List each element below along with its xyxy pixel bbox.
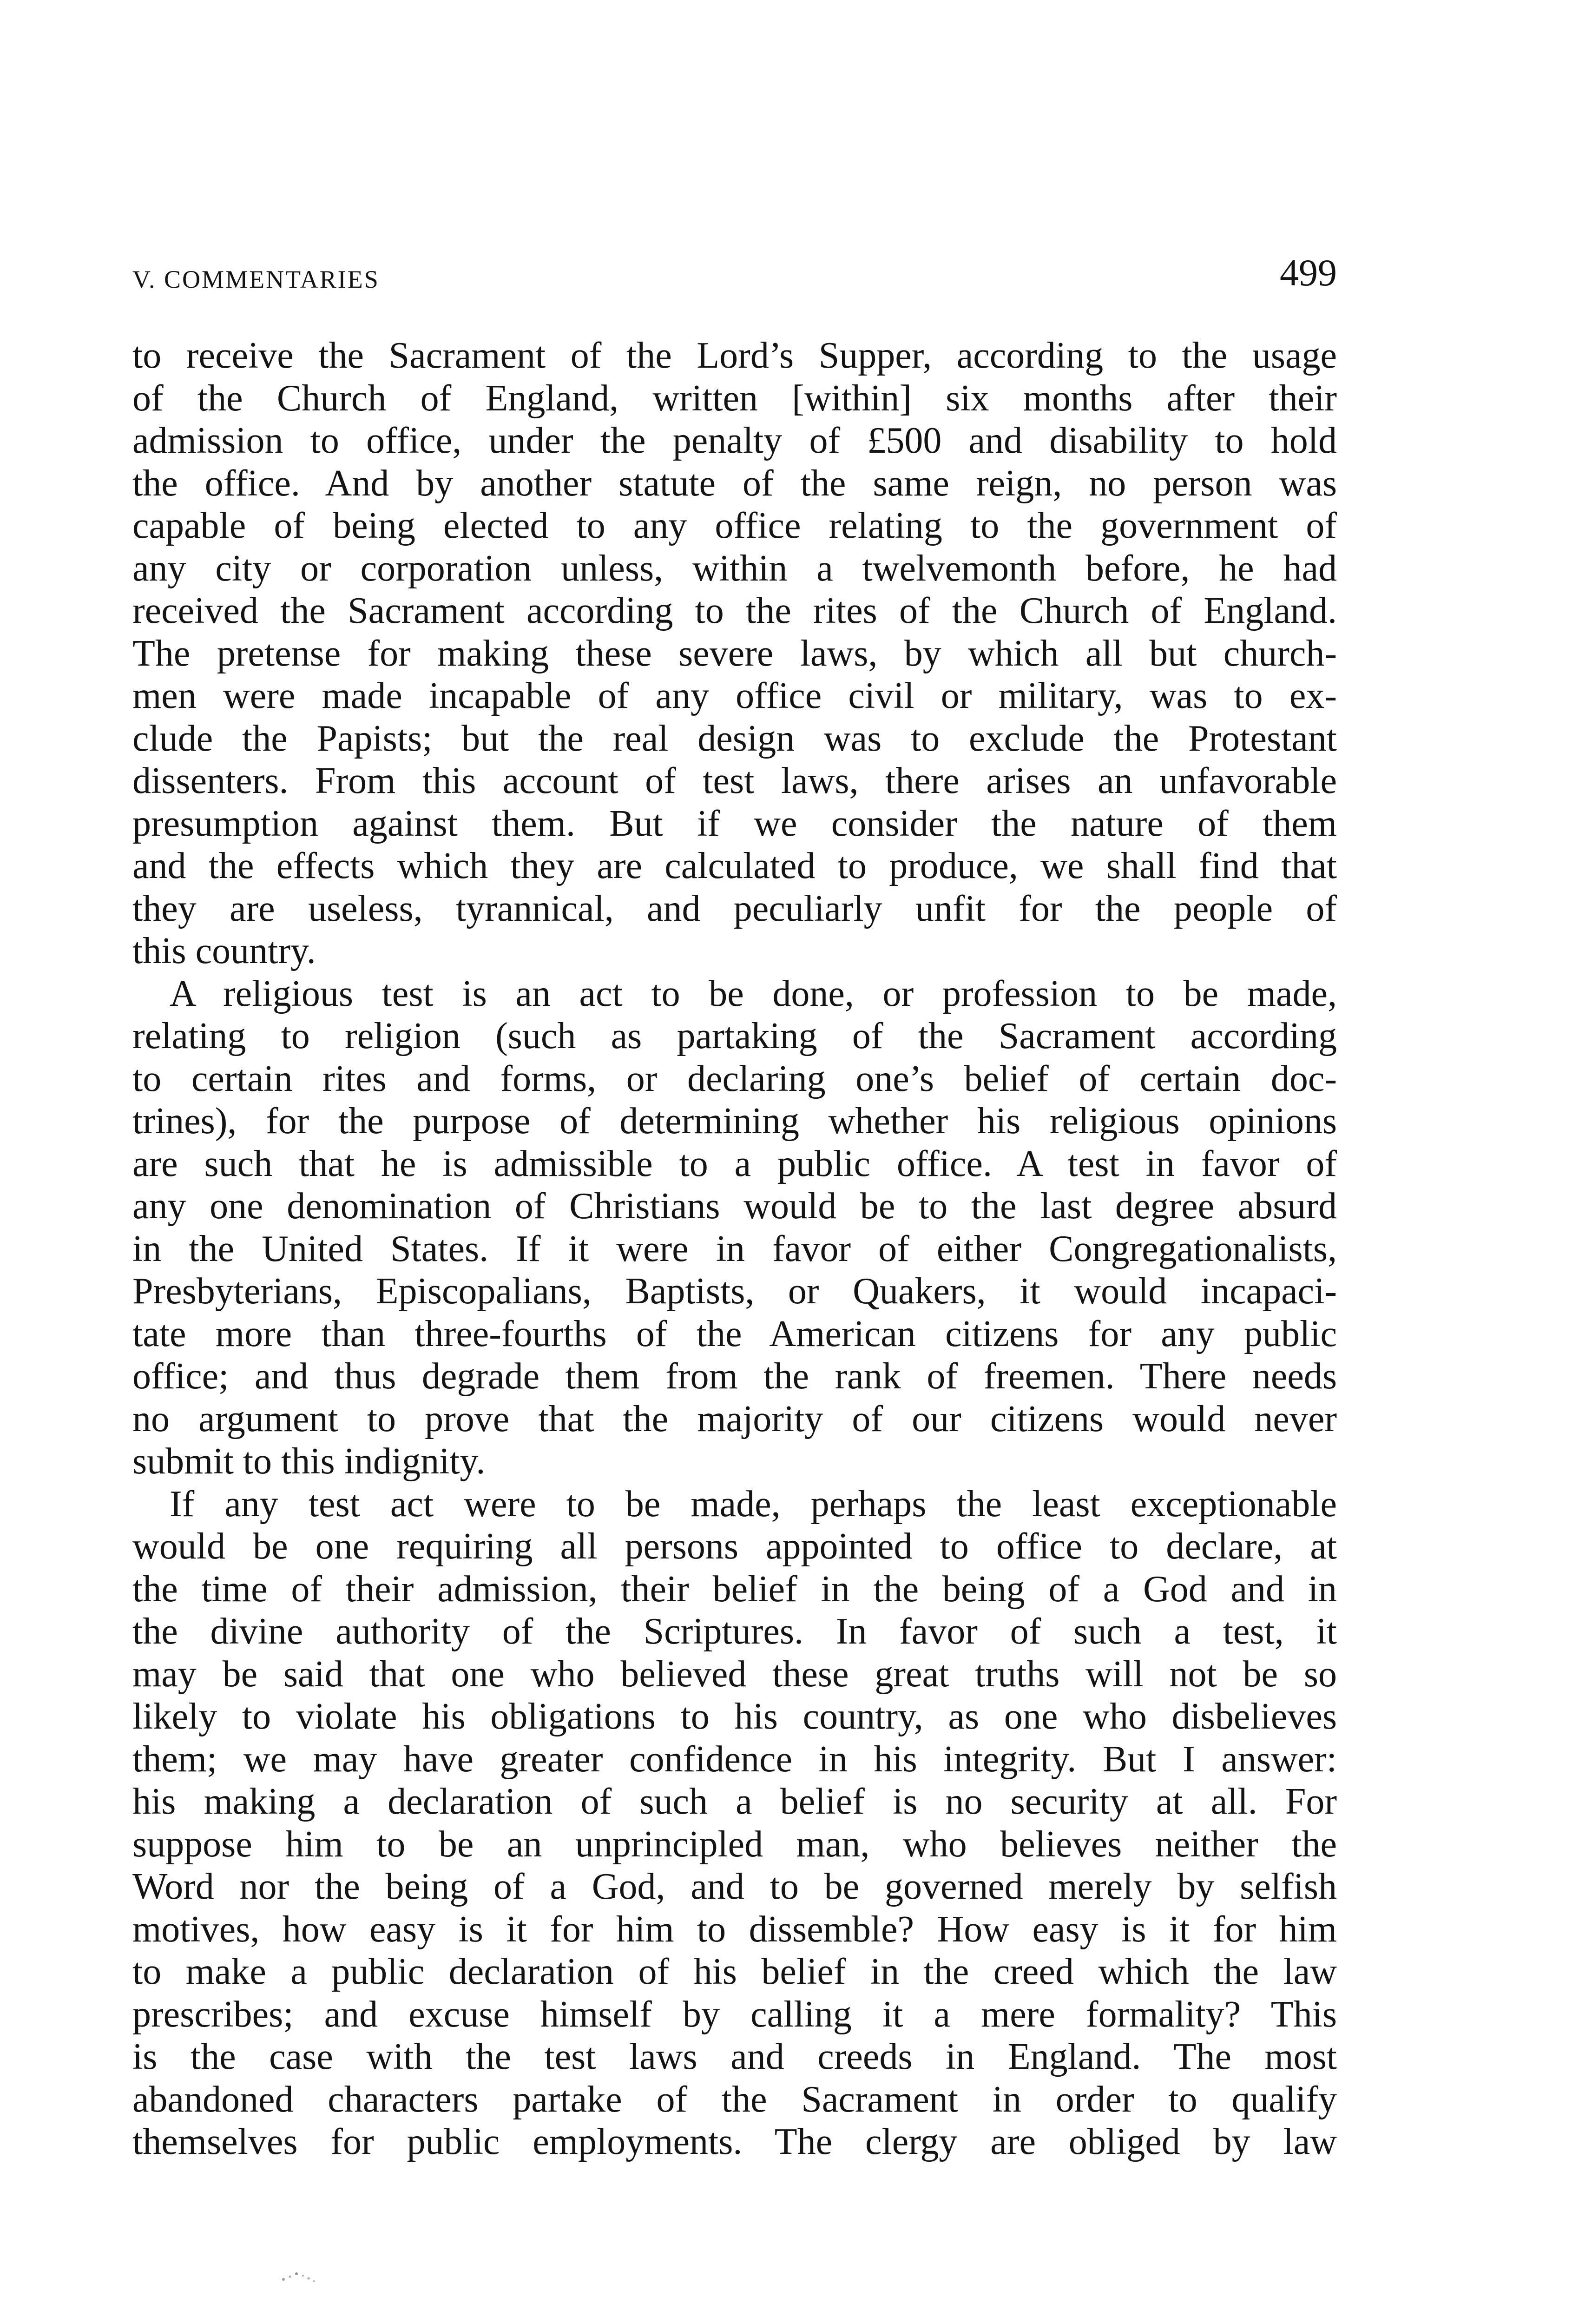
text-line: prescribes; and excuse himself by calling it a mere formality? This xyxy=(132,1994,1337,2035)
text-line: Presbyterians, Episcopalians, Baptists, or Quakers, it would incapaci- xyxy=(132,1271,1337,1312)
text-line: submit to this indignity. xyxy=(132,1441,486,1482)
text-line: they are useless, tyrannical, and peculiarly unfit for the people of xyxy=(132,888,1337,929)
text-line: suppose him to be an unprincipled man, who believes neither the xyxy=(132,1823,1337,1865)
text-line: in the United States. If it were in favor of either Congregationalists, xyxy=(132,1228,1337,1269)
text-line: and the effects which they are calculated to produce, we shall find that xyxy=(132,845,1337,886)
text-line: The pretense for making these severe laws, by which all but church- xyxy=(132,633,1337,674)
text-line: A religious test is an act to be done, or profession to be made, xyxy=(170,973,1337,1014)
text-line: any one denomination of Christians would be to the last degree absurd xyxy=(132,1186,1337,1227)
ink-smudge xyxy=(274,2268,325,2287)
text-line: men were made incapable of any office civil or military, was to ex- xyxy=(132,675,1337,716)
text-line: his making a declaration of such a belief is no security at all. For xyxy=(132,1781,1337,1822)
text-line: capable of being elected to any office relating to the government of xyxy=(132,505,1337,546)
text-line: to receive the Sacrament of the Lord’s Supper, according to the usage xyxy=(132,335,1337,376)
text-line: are such that he is admissible to a public office. A test in favor of xyxy=(132,1143,1337,1184)
text-line: themselves for public employments. The clergy are obliged by law xyxy=(132,2121,1337,2162)
paragraph-1 xyxy=(132,335,1337,973)
paragraph-2 xyxy=(132,973,1337,1483)
text-line: abandoned characters partake of the Sacrament in order to qualify xyxy=(132,2079,1337,2120)
text-line: tate more than three-fourths of the American citizens for any public xyxy=(132,1313,1337,1354)
text-line: the divine authority of the Scriptures. In favor of such a test, it xyxy=(132,1611,1337,1652)
text-line: admission to office, under the penalty of £500 and disability to hold xyxy=(132,420,1337,461)
text-line: them; we may have greater confidence in his integrity. But I answer: xyxy=(132,1738,1337,1780)
text-line: is the case with the test laws and creeds in England. The most xyxy=(132,2036,1337,2077)
text-line: may be said that one who believed these great truths will not be so xyxy=(132,1653,1337,1695)
running-head: V. COMMENTARIES xyxy=(132,265,380,293)
text-line: Word nor the being of a God, and to be governed merely by selfish xyxy=(132,1866,1337,1907)
text-line: office; and thus degrade them from the rank of freemen. There needs xyxy=(132,1356,1337,1397)
text-line: no argument to prove that the majority of our citizens would never xyxy=(132,1398,1337,1439)
text-line: to certain rites and forms, or declaring one’s belief of certain doc- xyxy=(132,1058,1337,1099)
text-line: motives, how easy is it for him to dissemble? How easy is it for him xyxy=(132,1908,1337,1950)
text-line: the office. And by another statute of the same reign, no person was xyxy=(132,462,1337,504)
text-line: any city or corporation unless, within a twelvemonth before, he had xyxy=(132,548,1337,589)
text-line: If any test act were to be made, perhaps the least exceptionable xyxy=(170,1483,1337,1525)
page-header xyxy=(132,251,1337,302)
body-text xyxy=(132,335,1337,2164)
text-line: to make a public declaration of his belief in the creed which the law xyxy=(132,1951,1337,1992)
text-line: likely to violate his obligations to his country, as one who disbelieves xyxy=(132,1696,1337,1737)
text-line: dissenters. From this account of test laws, there arises an unfavorable xyxy=(132,760,1337,801)
text-line: clude the Papists; but the real design was to exclude the Protestant xyxy=(132,718,1337,759)
text-line: trines), for the purpose of determining whether his religious opinions xyxy=(132,1101,1337,1142)
text-line: would be one requiring all persons appointed to office to declare, at xyxy=(132,1526,1337,1567)
text-line: this country. xyxy=(132,931,316,971)
paragraph-3 xyxy=(132,1483,1337,2164)
page-number: 499 xyxy=(1280,251,1337,294)
text-line: the time of their admission, their belief in the being of a God and in xyxy=(132,1568,1337,1610)
text-line: relating to religion (such as partaking of the Sacrament according xyxy=(132,1016,1337,1056)
text-line: of the Church of England, written [within] six months after their xyxy=(132,377,1337,419)
text-line: presumption against them. But if we consider the nature of them xyxy=(132,803,1337,844)
text-line: received the Sacrament according to the rites of the Church of England. xyxy=(132,590,1337,631)
